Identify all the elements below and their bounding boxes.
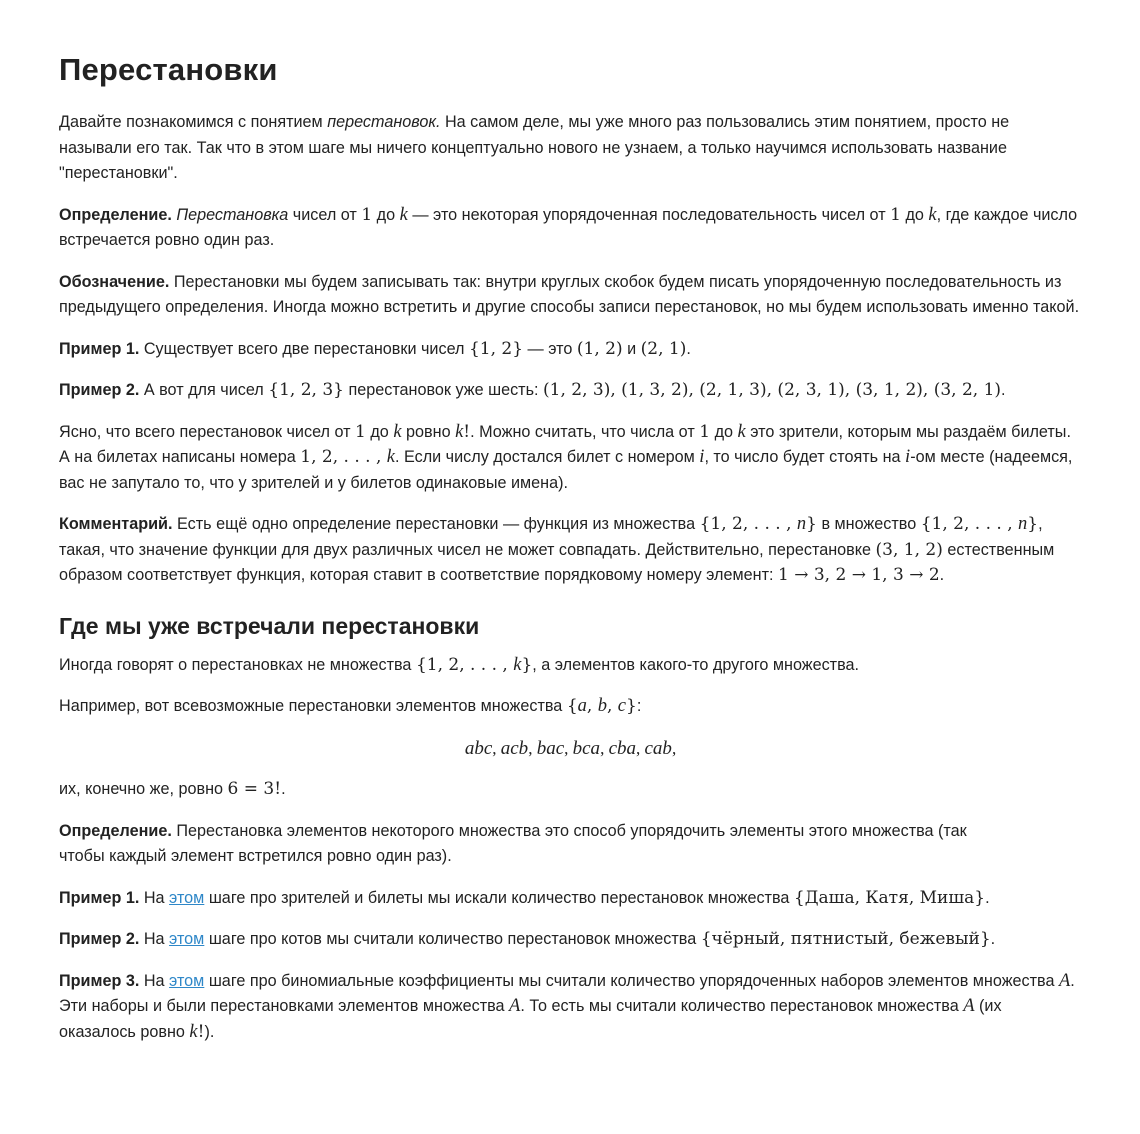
math: 1, 2, . . . ,: [300, 447, 387, 467]
text: :: [636, 697, 642, 715]
definition-label: Определение.: [59, 821, 172, 840]
math: {1, 2, 3}: [268, 380, 344, 400]
text: до: [372, 205, 400, 224]
math: !: [463, 421, 471, 442]
example-b3-paragraph: [59, 969, 1082, 1046]
math: 6 = 3!: [227, 779, 282, 799]
text: шаге про зрителей и билеты мы искали количество перестановок множества: [204, 888, 794, 907]
notation-paragraph: [59, 270, 1082, 321]
text: . Эти наборы и были перестановками элементов множества: [59, 971, 1075, 1015]
math: {чёрный, пятнистый, бежевый}: [700, 929, 991, 949]
math: ,: [600, 738, 609, 758]
math: ,: [528, 738, 537, 758]
example-1-paragraph: [59, 337, 1082, 363]
math: k: [928, 204, 937, 225]
text: Существует всего две перестановки чисел: [139, 339, 469, 358]
intro-paragraph: [59, 110, 1082, 187]
intro-text-rest: На самом деле, мы уже много раз пользовались этим понятием, просто не называли его так. Так что в этом шаге мы ничего концептуально нового не узнаем, а только научимся использовать название "перестановки".: [59, 113, 1010, 182]
math: !: [197, 1021, 205, 1042]
text: до: [365, 422, 394, 441]
text: .: [990, 930, 996, 948]
comment-label: Комментарий.: [59, 515, 173, 533]
example-label: Пример 2.: [59, 381, 140, 399]
page-title: Перестановки: [59, 52, 278, 87]
math: i: [699, 447, 705, 467]
text: — это: [523, 339, 577, 358]
text: А вот для чисел: [139, 381, 269, 399]
definition-term: Перестановка: [176, 205, 289, 224]
math: }: [1027, 514, 1039, 534]
text: шаге про котов мы считали количество перестановок множества: [204, 930, 701, 948]
math: k: [386, 447, 395, 467]
text: На: [139, 971, 170, 990]
math: {: [566, 696, 578, 716]
text: .: [281, 780, 286, 798]
math: k: [393, 421, 402, 442]
for-example-paragraph: [59, 694, 1082, 720]
text: ровно: [401, 422, 456, 441]
definition-2-paragraph: [59, 819, 1082, 870]
math: (1, 2): [576, 338, 623, 359]
text: до: [900, 205, 929, 224]
definition-paragraph: [59, 203, 1082, 254]
text: Ясно, что всего перестановок чисел от: [59, 422, 356, 441]
math: k: [399, 204, 408, 225]
math: abc: [464, 737, 493, 759]
math: ,: [671, 738, 677, 758]
text: .: [1001, 381, 1006, 399]
math: bac: [536, 737, 565, 759]
math: {1, 2, . . . ,: [415, 654, 514, 675]
math: k: [189, 1021, 198, 1042]
math: (3, 1, 2): [875, 539, 943, 560]
math: (2, 1): [640, 338, 687, 359]
text: На: [139, 930, 170, 948]
text: .: [985, 888, 990, 907]
definition-label: Определение.: [59, 205, 172, 224]
math: }: [625, 696, 637, 716]
text: Иногда говорят о перестановках не множества: [59, 655, 416, 674]
text: , такая, что значение функции для двух различных чисел не может совпадать. Действительно, перестановке: [59, 515, 1043, 559]
text: , то число будет стоять на: [704, 448, 906, 466]
math: ,: [492, 738, 501, 758]
math: i: [905, 447, 911, 467]
example-label: Пример 3.: [59, 971, 140, 990]
math: 1 → 3, 2 → 1, 3 → 2: [778, 565, 940, 585]
math: 1: [699, 421, 711, 442]
math: bca: [572, 737, 601, 759]
text: в множество: [816, 515, 921, 533]
text: и: [622, 339, 641, 358]
text: естественным образом соответствует функция, которая ставит в соответствие порядковому номеру элемент:: [59, 540, 1055, 584]
explanation-paragraph: [59, 420, 1082, 497]
example-b1-paragraph: [59, 886, 1082, 912]
text: , а элементов какого-то другого множества.: [532, 655, 860, 674]
math: ,: [606, 696, 618, 716]
text: , где каждое число встречается ровно один раз.: [59, 205, 1078, 249]
definition-text: Перестановка элементов некоторого множества это способ упорядочить элементы этого множества (так чтобы каждый элемент встретился ровно один раз).: [59, 821, 967, 865]
math: {1, 2, . . . ,: [699, 514, 797, 534]
math: (1, 2, 3), (1, 3, 2), (2, 1, 3), (2, 3, 1), (3, 1, 2), (3, 2, 1): [543, 380, 1002, 400]
step-link[interactable]: этом: [169, 971, 205, 990]
example-label: Пример 2.: [59, 930, 140, 948]
text: шаге про биномиальные коэффициенты мы считали количество упорядоченных наборов элементов множества: [204, 971, 1059, 990]
text: перестановок уже шесть:: [343, 381, 544, 399]
example-label: Пример 1.: [59, 339, 140, 358]
text: . То есть мы считали количество перестановок множества: [520, 997, 964, 1015]
comment-paragraph: [59, 512, 1082, 589]
math: a: [577, 696, 587, 716]
text: их, конечно же, ровно: [59, 780, 228, 798]
math: acb: [500, 737, 529, 759]
text: На: [139, 888, 170, 907]
text: . Можно считать, что числа от: [470, 422, 700, 441]
math: A: [509, 996, 521, 1016]
text: Есть ещё одно определение перестановки — функция из множества: [172, 515, 700, 533]
sometimes-paragraph: [59, 653, 1082, 679]
text: (их оказалось ровно: [59, 997, 1002, 1041]
math: k: [737, 421, 746, 442]
example-2-paragraph: [59, 378, 1082, 404]
example-label: Пример 1.: [59, 888, 140, 907]
math: {1, 2}: [468, 338, 524, 359]
math: k: [455, 421, 464, 442]
notation-text: Перестановки мы будем записывать так: внутри круглых скобок будем писать упорядоченную последовательность из предыдущего определения. Иногда можно встретить и другие способы записи перестановок, но мы будем использовать именно такой.: [59, 272, 1080, 316]
text: ).: [204, 1022, 215, 1041]
math: ,: [586, 696, 598, 716]
math: c: [617, 696, 626, 716]
math: cba: [608, 737, 636, 759]
math: {Даша, Катя, Миша}: [793, 887, 986, 908]
step-link[interactable]: этом: [169, 888, 205, 907]
math: 1: [361, 204, 373, 225]
math: n: [796, 514, 807, 534]
math: 1: [890, 204, 901, 225]
math: }: [521, 654, 533, 675]
math: ,: [636, 738, 645, 758]
intro-text: Давайте познакомимся с понятием: [59, 113, 328, 131]
section-title: Где мы уже встречали перестановки: [59, 612, 480, 639]
text: .: [939, 566, 945, 584]
math: }: [806, 514, 817, 534]
math: {1, 2, . . . ,: [920, 514, 1018, 534]
text: чисел от: [288, 205, 362, 224]
math: ,: [564, 738, 573, 758]
text: это зрители, которым мы раздаём билеты. А на билетах написаны номера: [59, 422, 1071, 466]
display-formula: [59, 736, 1082, 762]
step-link[interactable]: этом: [169, 930, 205, 948]
math: 1: [355, 421, 366, 442]
count-paragraph: [59, 777, 1082, 803]
text: — это некоторая упорядоченная последовательность чисел от: [407, 205, 891, 224]
text: .: [686, 339, 691, 358]
text: . Если числу достался билет с номером: [394, 448, 700, 466]
text: Например, вот всевозможные перестановки элементов множества: [59, 697, 567, 715]
math: cab: [644, 737, 672, 759]
text: до: [710, 422, 738, 441]
math: b: [597, 696, 607, 716]
math: A: [963, 996, 975, 1016]
math: A: [1058, 970, 1071, 991]
intro-emphasis: перестановок.: [327, 113, 441, 131]
text: -ом месте (надеемся, вас не запутало то, что у зрителей и у билетов одинаковые имена).: [59, 448, 1073, 492]
math: n: [1018, 514, 1028, 534]
math: k: [513, 654, 522, 675]
notation-label: Обозначение.: [59, 272, 170, 291]
example-b2-paragraph: [59, 927, 1082, 953]
